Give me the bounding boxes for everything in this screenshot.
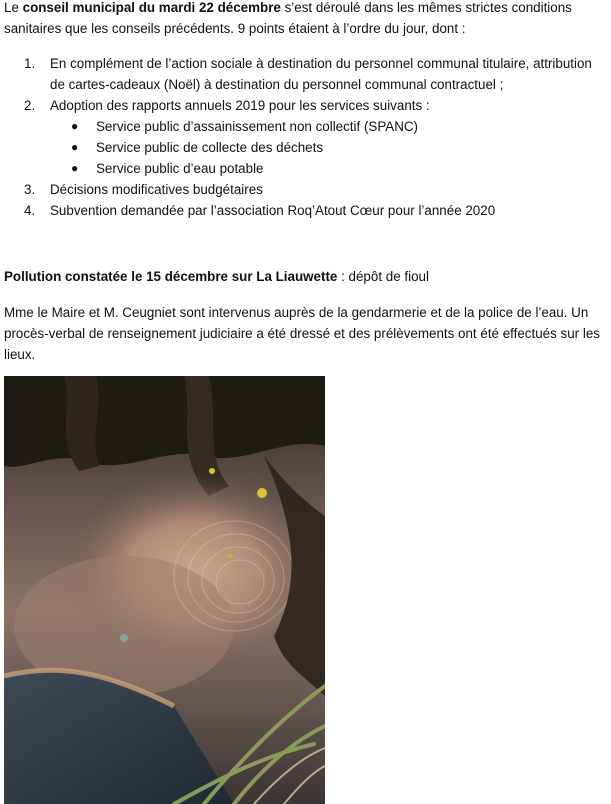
agenda-text: Décisions modificatives budgétaires <box>50 182 263 197</box>
agenda-text: Adoption des rapports annuels 2019 pour les services suivants : <box>50 98 430 113</box>
bullet-icon: ● <box>71 119 79 133</box>
pollution-photo <box>4 376 325 804</box>
service-item <box>50 137 605 158</box>
oil-spill-photo-illustration <box>4 376 325 804</box>
service-item <box>50 116 605 137</box>
service-text: Service public d’assainissement non collectif (SPANC) <box>96 119 419 134</box>
agenda-text: Subvention demandée par l’association Roq’Atout Cœur pour l’année 2020 <box>50 203 496 218</box>
pollution-heading-bold: Pollution constatée le 15 décembre sur La Liauwette <box>4 269 338 284</box>
agenda-number: 3. <box>24 182 36 197</box>
agenda-list <box>0 53 611 221</box>
agenda-item-3 <box>0 179 605 200</box>
intro-paragraph <box>4 0 608 39</box>
intro-text-after: s’est déroulé dans les mêmes strictes conditions sanitaires que les conseils précédents. 9 points étaient à l’ordre du jour, dont : <box>4 0 572 36</box>
intro-bold-meeting: conseil municipal du mardi 22 décembre <box>22 0 281 15</box>
agenda-item-1 <box>0 53 605 95</box>
service-text: Service public de collecte des déchets <box>96 140 324 155</box>
agenda-text: En complément de l’action sociale à destination du personnel communal titulaire, attribution de cartes-cadeaux (Noël) à destination du personnel communal contractuel ; <box>50 56 592 92</box>
pollution-heading <box>4 266 604 287</box>
agenda-number: 1. <box>24 56 36 71</box>
pollution-paragraph: Mme le Maire et M. Ceugniet sont intervenus auprès de la gendarmerie et de la police de l’eau. Un procès-verbal de renseignement judiciaire a été dressé et des prélèvements ont été effectués sur les lieux. <box>4 305 600 362</box>
intro-text-before: Le <box>4 0 23 15</box>
bullet-icon: ● <box>71 161 79 175</box>
service-text: Service public d’eau potable <box>96 161 264 176</box>
service-item <box>50 158 605 179</box>
agenda-item-2 <box>0 95 605 179</box>
agenda-number: 4. <box>24 203 36 218</box>
services-list <box>50 116 605 179</box>
agenda-item-4 <box>0 200 605 221</box>
agenda-number: 2. <box>24 98 36 113</box>
bullet-icon: ● <box>71 140 79 154</box>
pollution-heading-rest: : dépôt de fioul <box>337 269 429 284</box>
